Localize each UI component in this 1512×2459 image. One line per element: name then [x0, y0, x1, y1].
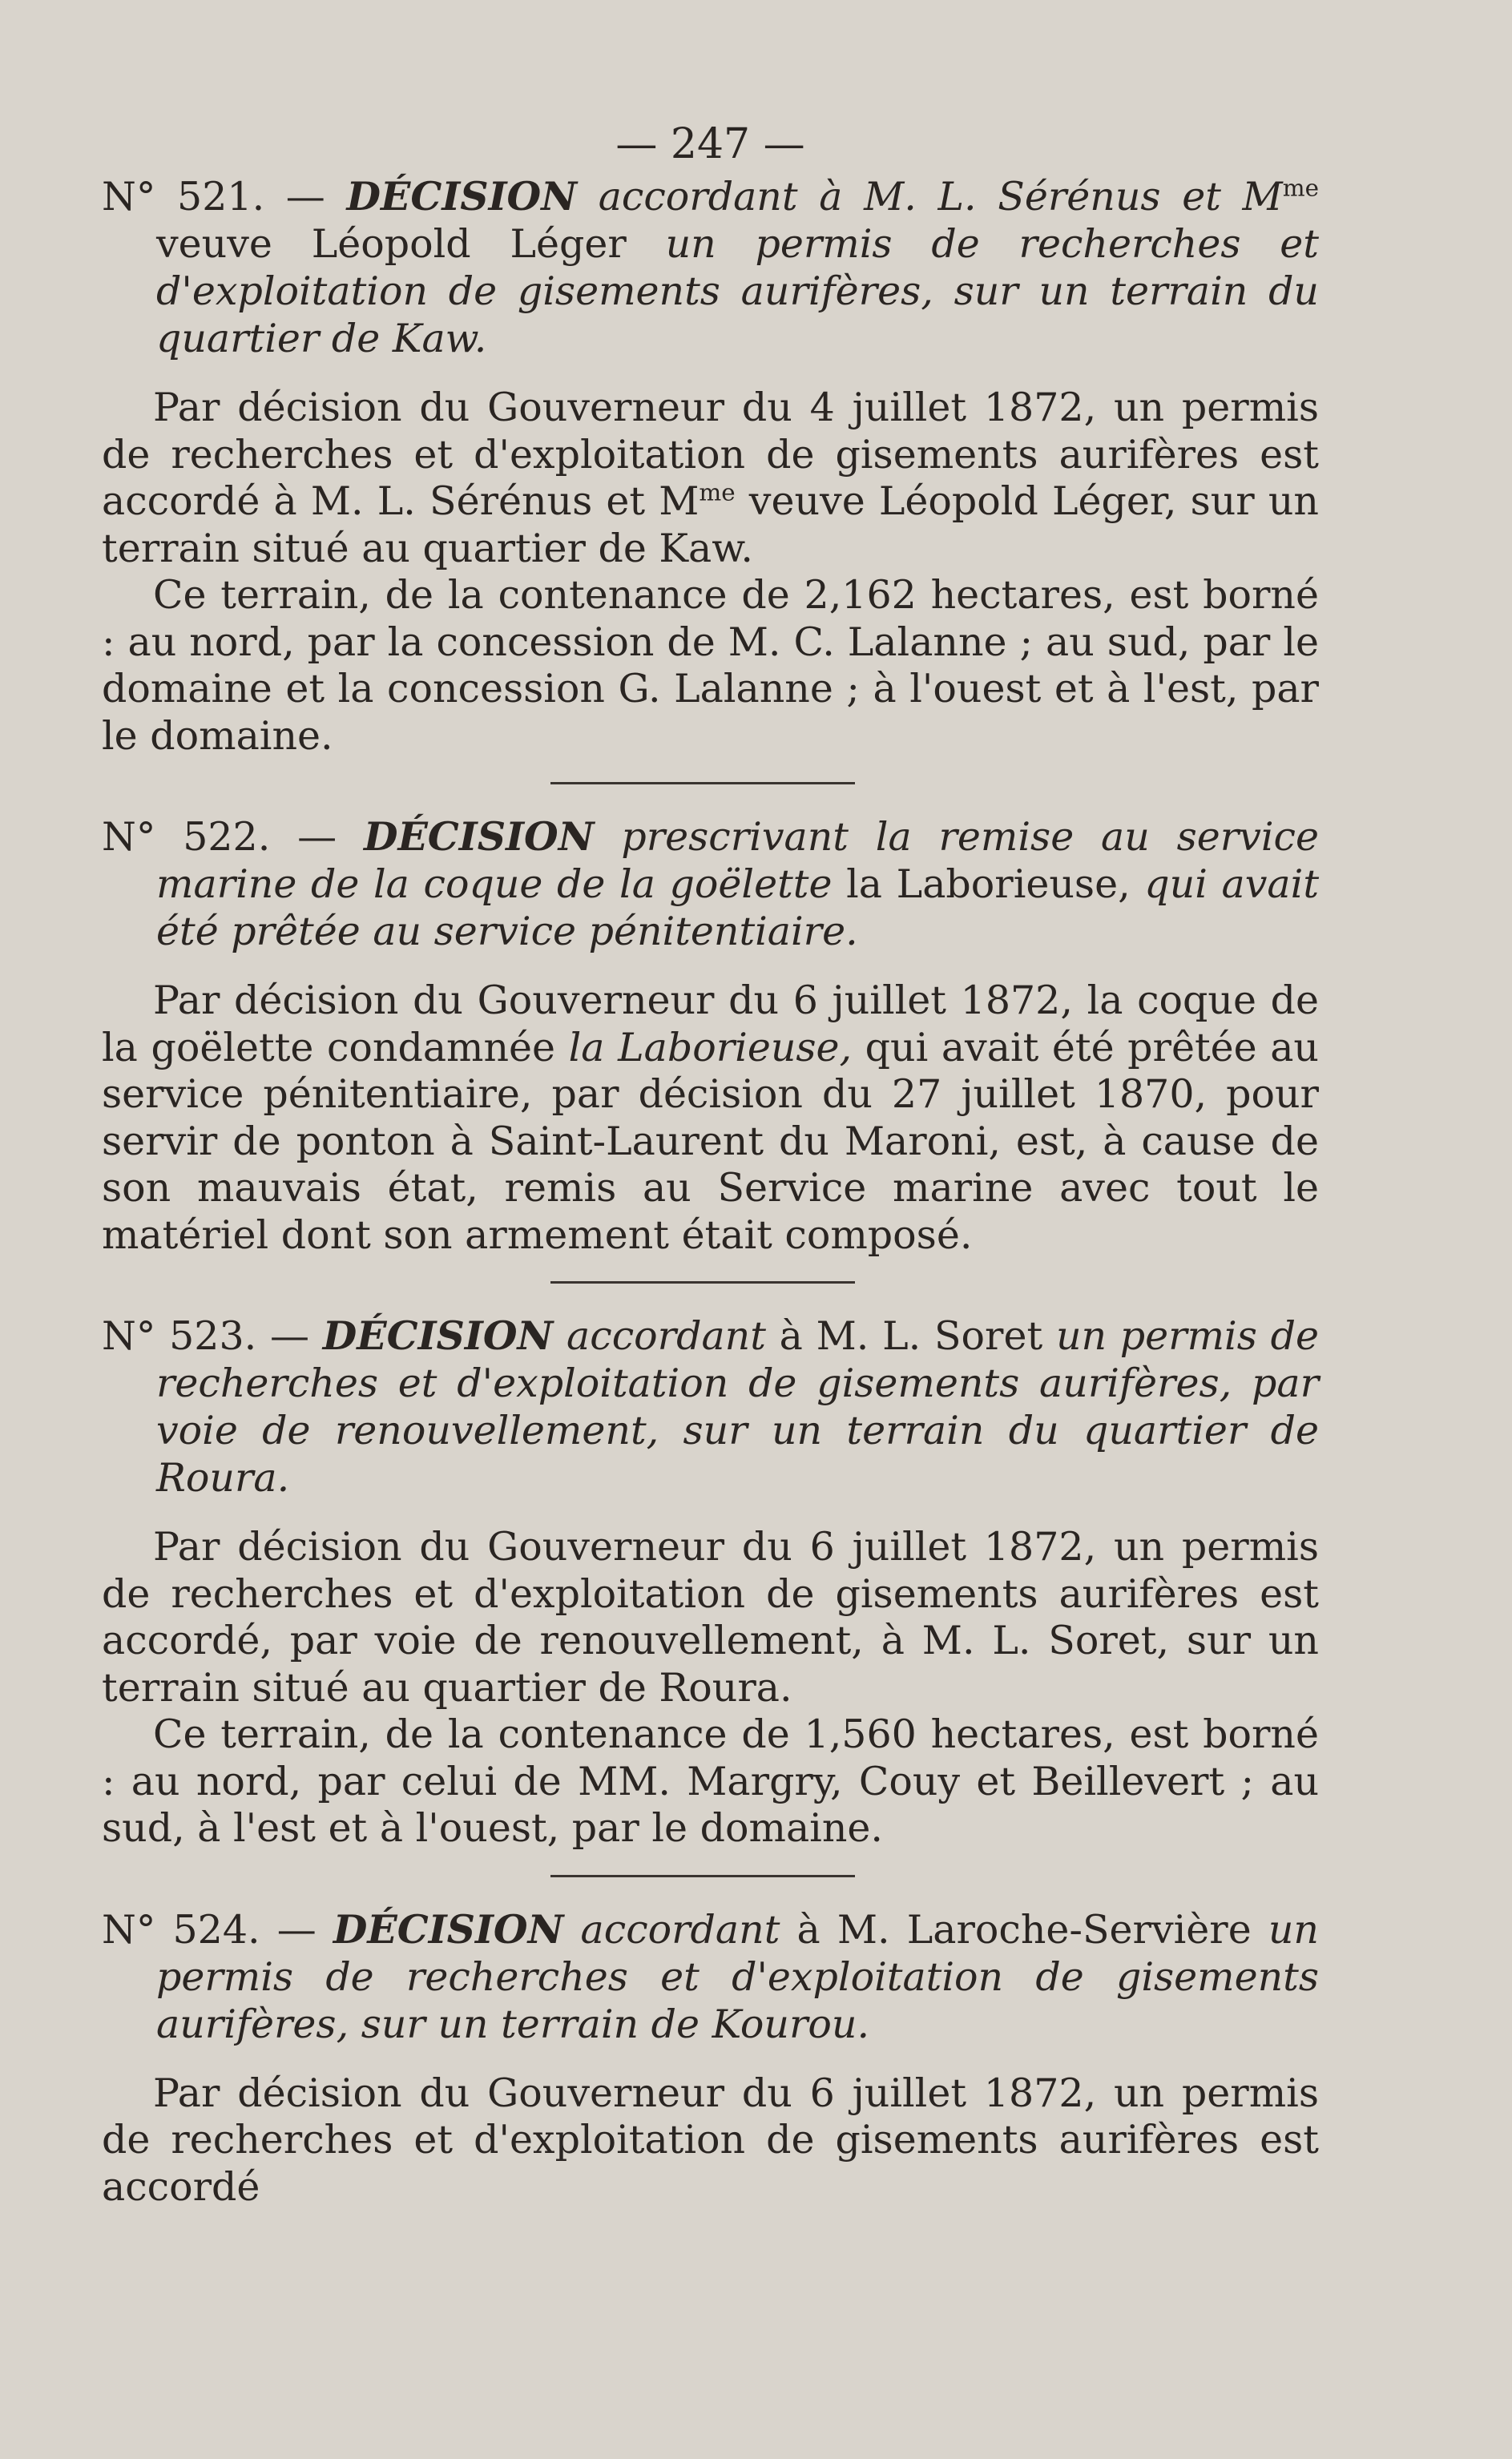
paragraph-text: Par décision du Gouverneur du 6 juillet 1872, la coque de la goëlette condamnée	[102, 978, 1319, 1070]
entry-523	[102, 1312, 1319, 1852]
heading-italic-text: un permis de recherches et d'exploitation de gisements aurifères, sur un terrain du quartier de Kaw.	[156, 221, 1319, 361]
entry-paragraph	[102, 978, 1319, 1259]
entry-number: N° 521. —	[102, 174, 347, 220]
entry-label: DÉCISION	[346, 173, 578, 220]
entry-label: DÉCISION	[363, 813, 595, 860]
entry-heading	[102, 173, 1319, 362]
entry-paragraph: Ce terrain, de la contenance de 1,560 hectares, est borné : au nord, par celui de MM. Margry, Couy et Beillevert ; au sud, à l'est et à l'ouest, par le domaine.	[102, 1711, 1319, 1851]
heading-text: veuve Léopold Léger	[156, 221, 627, 267]
entry-paragraph: Par décision du Gouverneur du 6 juillet 1872, un permis de recherches et d'exploitation de gisements aurifères est accordé	[102, 2070, 1319, 2210]
section-separator	[550, 782, 855, 784]
entry-524	[102, 1906, 1319, 2211]
entry-heading	[102, 813, 1319, 955]
entry-paragraph: Ce terrain, de la contenance de 2,162 hectares, est borné : au nord, par la concession de M. C. Lalanne ; au sud, par le domaine et la concession G. Lalanne ; à l'ouest et à l'est, par le domaine.	[102, 572, 1319, 759]
heading-italic-text: accordant	[563, 1906, 797, 1953]
entry-heading	[102, 1312, 1319, 1502]
heading-text: la Laborieuse,	[846, 861, 1131, 907]
entry-522	[102, 813, 1319, 1259]
entry-label: DÉCISION	[333, 1905, 564, 1953]
section-separator	[550, 1875, 855, 1877]
heading-italic-text: un permis de recherches et d'exploitation de gisements aurifères, sur un terrain de Kourou.	[156, 1906, 1319, 2047]
entry-number: N° 522. —	[102, 814, 364, 860]
paragraph-text: veuve Léopold Léger, sur un terrain situé au quartier de Kaw.	[102, 478, 1319, 571]
entry-521	[102, 173, 1319, 760]
paragraph-superscript: me	[699, 478, 736, 506]
paragraph-text: qui avait été prêtée au service pénitentiaire, par décision du 27 juillet 1870, pour servir de ponton à Saint-Laurent du Maroni, est, à cause de son mauvais état, remis au Service marine avec tout le matériel dont son armement était composé.	[102, 1024, 1319, 1258]
entry-label: DÉCISION	[322, 1312, 554, 1359]
page-number: — 247 —	[615, 120, 805, 168]
entry-paragraph: Par décision du Gouverneur du 6 juillet 1872, un permis de recherches et d'exploitation de gisements aurifères est accordé, par voie de renouvellement, à M. L. Soret, sur un terrain situé au quartier de Roura.	[102, 1524, 1319, 1711]
heading-superscript: me	[1282, 174, 1319, 202]
heading-text: à M. L. Soret	[779, 1313, 1043, 1359]
entry-heading	[102, 1906, 1319, 2048]
paragraph-text: Par décision du Gouverneur du 4 juillet 1872, un permis de recherches et d'exploitation de gisements aurifères est accordé à M. L. Sérénus et M	[102, 385, 1319, 524]
heading-italic-text: un permis de recherches et d'exploitation de gisements aurifères, par voie de renouvellement, sur un terrain du quartier de Roura.	[156, 1313, 1319, 1501]
entry-paragraph	[102, 385, 1319, 572]
heading-text: à M. Laroche-Servière	[796, 1906, 1252, 1953]
heading-italic-text: accordant	[553, 1313, 780, 1359]
entry-number: N° 524. —	[102, 1906, 333, 1953]
heading-italic-text: prescrivant la remise au service marine de la coque de la goëlette	[156, 814, 1319, 907]
heading-text: accordant à M. L. Sérénus et M	[577, 174, 1283, 220]
section-separator	[550, 1281, 855, 1284]
entry-number: N° 523. —	[102, 1313, 323, 1359]
paragraph-italic-text: la Laborieuse,	[568, 1024, 853, 1070]
heading-italic-text: qui avait été prêtée au service pénitentiaire.	[156, 861, 1320, 954]
